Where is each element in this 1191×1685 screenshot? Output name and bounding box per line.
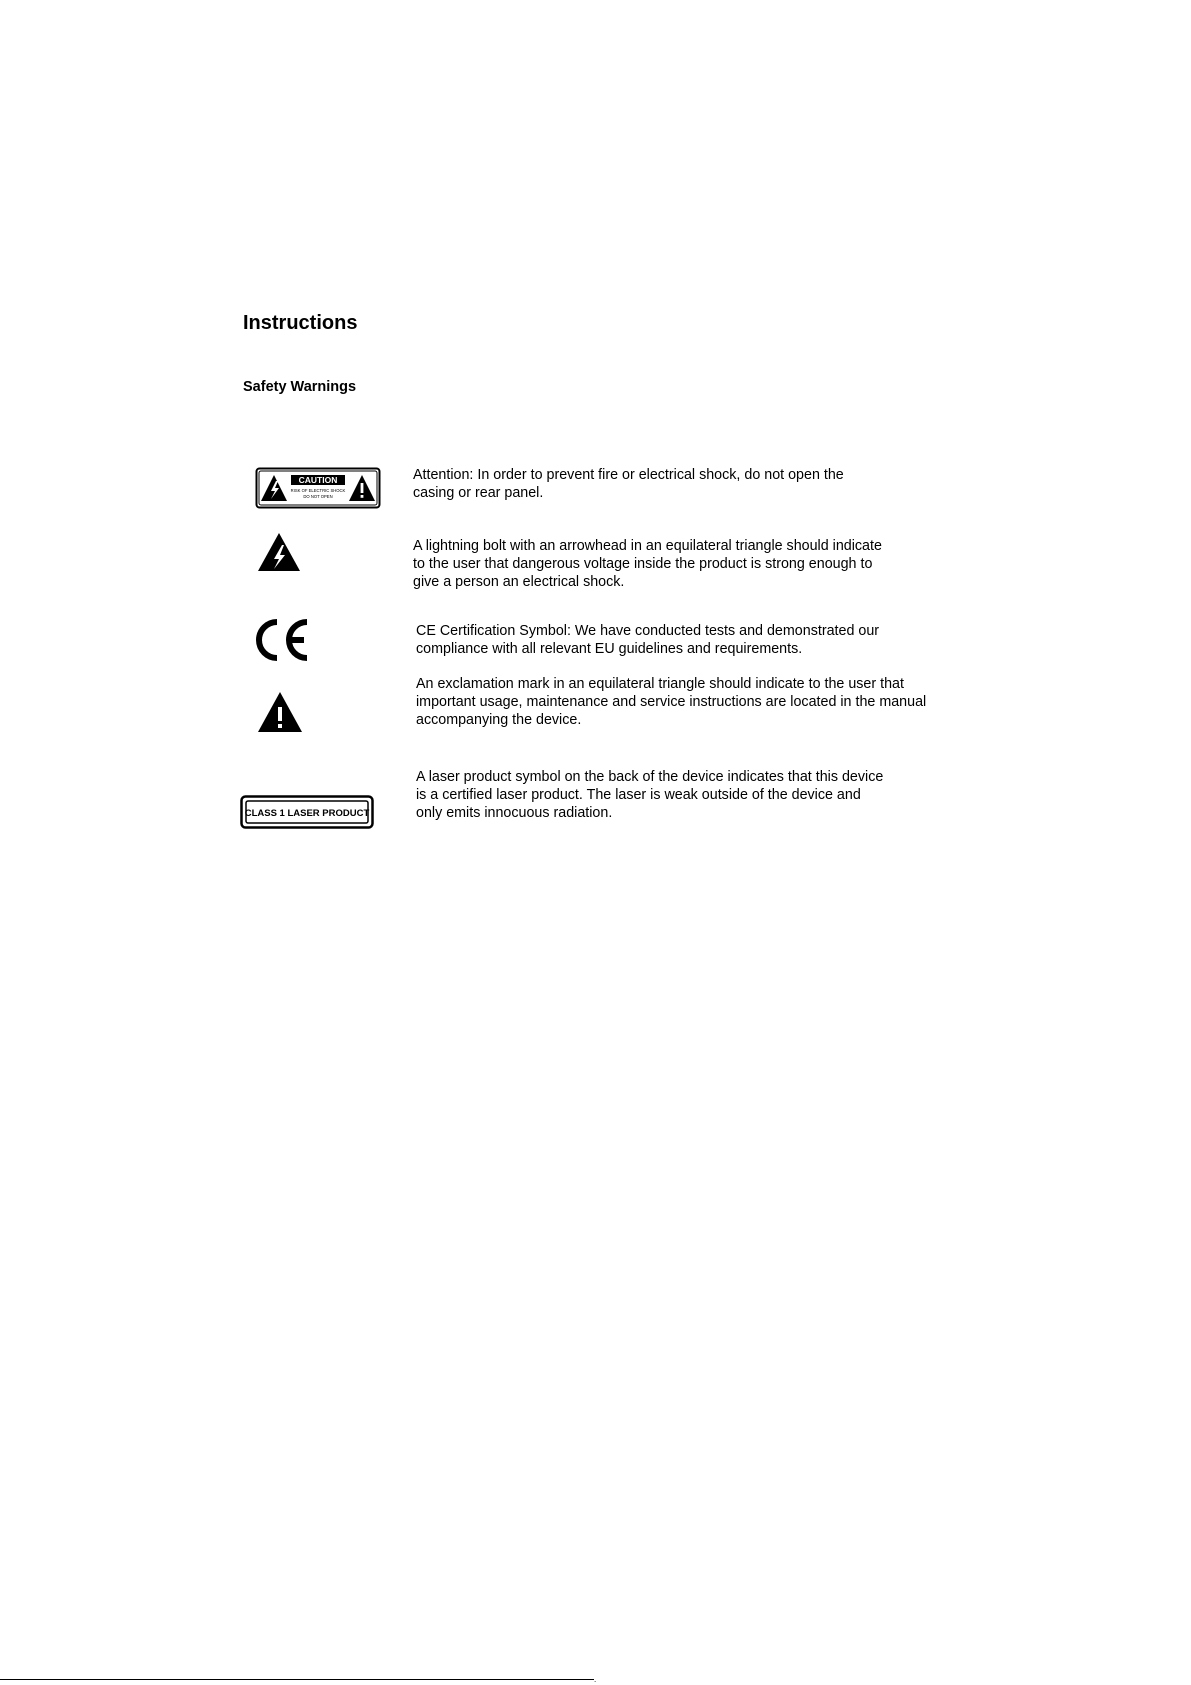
text-line: give a person an electrical shock. <box>413 574 625 590</box>
lightning-triangle-icon <box>256 531 302 573</box>
warning-caution-text <box>413 466 844 502</box>
text-line: A laser product symbol on the back of the device indicates that this device <box>416 769 884 785</box>
section-title-safety-warnings: Safety Warnings <box>243 379 357 395</box>
text-line: An exclamation mark in an equilateral triangle should indicate to the user that <box>416 676 904 692</box>
text-line: CE Certification Symbol: We have conducted tests and demonstrated our <box>416 623 880 639</box>
laser-label-text: CLASS 1 LASER PRODUCT <box>244 808 370 819</box>
caution-label-icon <box>255 467 381 509</box>
text-line: is a certified laser product. The laser is weak outside of the device and <box>416 787 861 803</box>
warning-exclamation-text <box>416 675 926 729</box>
caution-label-line1: RISK OF ELECTRIC SHOCK <box>290 488 346 493</box>
warning-ce-text <box>416 622 879 658</box>
text-line: to the user that dangerous voltage inside the product is strong enough to <box>413 556 873 572</box>
text-line: important usage, maintenance and service instructions are located in the manual <box>416 694 927 710</box>
text-line: accompanying the device. <box>416 712 582 728</box>
text-line: Attention: In order to prevent fire or electrical shock, do not open the <box>413 467 844 483</box>
caution-label-heading: CAUTION <box>298 475 338 485</box>
warning-lightning-text <box>413 537 882 591</box>
ce-mark-icon <box>253 618 311 662</box>
text-line: compliance with all relevant EU guidelines and requirements. <box>416 641 803 657</box>
text-line: casing or rear panel. <box>413 485 544 501</box>
footer-mark: . <box>594 1675 597 1684</box>
caution-label-line2: DO NOT OPEN <box>303 494 333 499</box>
footer-rule <box>0 1679 594 1680</box>
warning-laser-text <box>416 768 883 822</box>
text-line: A lightning bolt with an arrowhead in an equilateral triangle should indicate <box>413 538 882 554</box>
exclamation-triangle-icon <box>256 690 304 734</box>
laser-product-label-icon <box>240 795 374 829</box>
page-title: Instructions <box>243 312 358 334</box>
text-line: only emits innocuous radiation. <box>416 805 613 821</box>
